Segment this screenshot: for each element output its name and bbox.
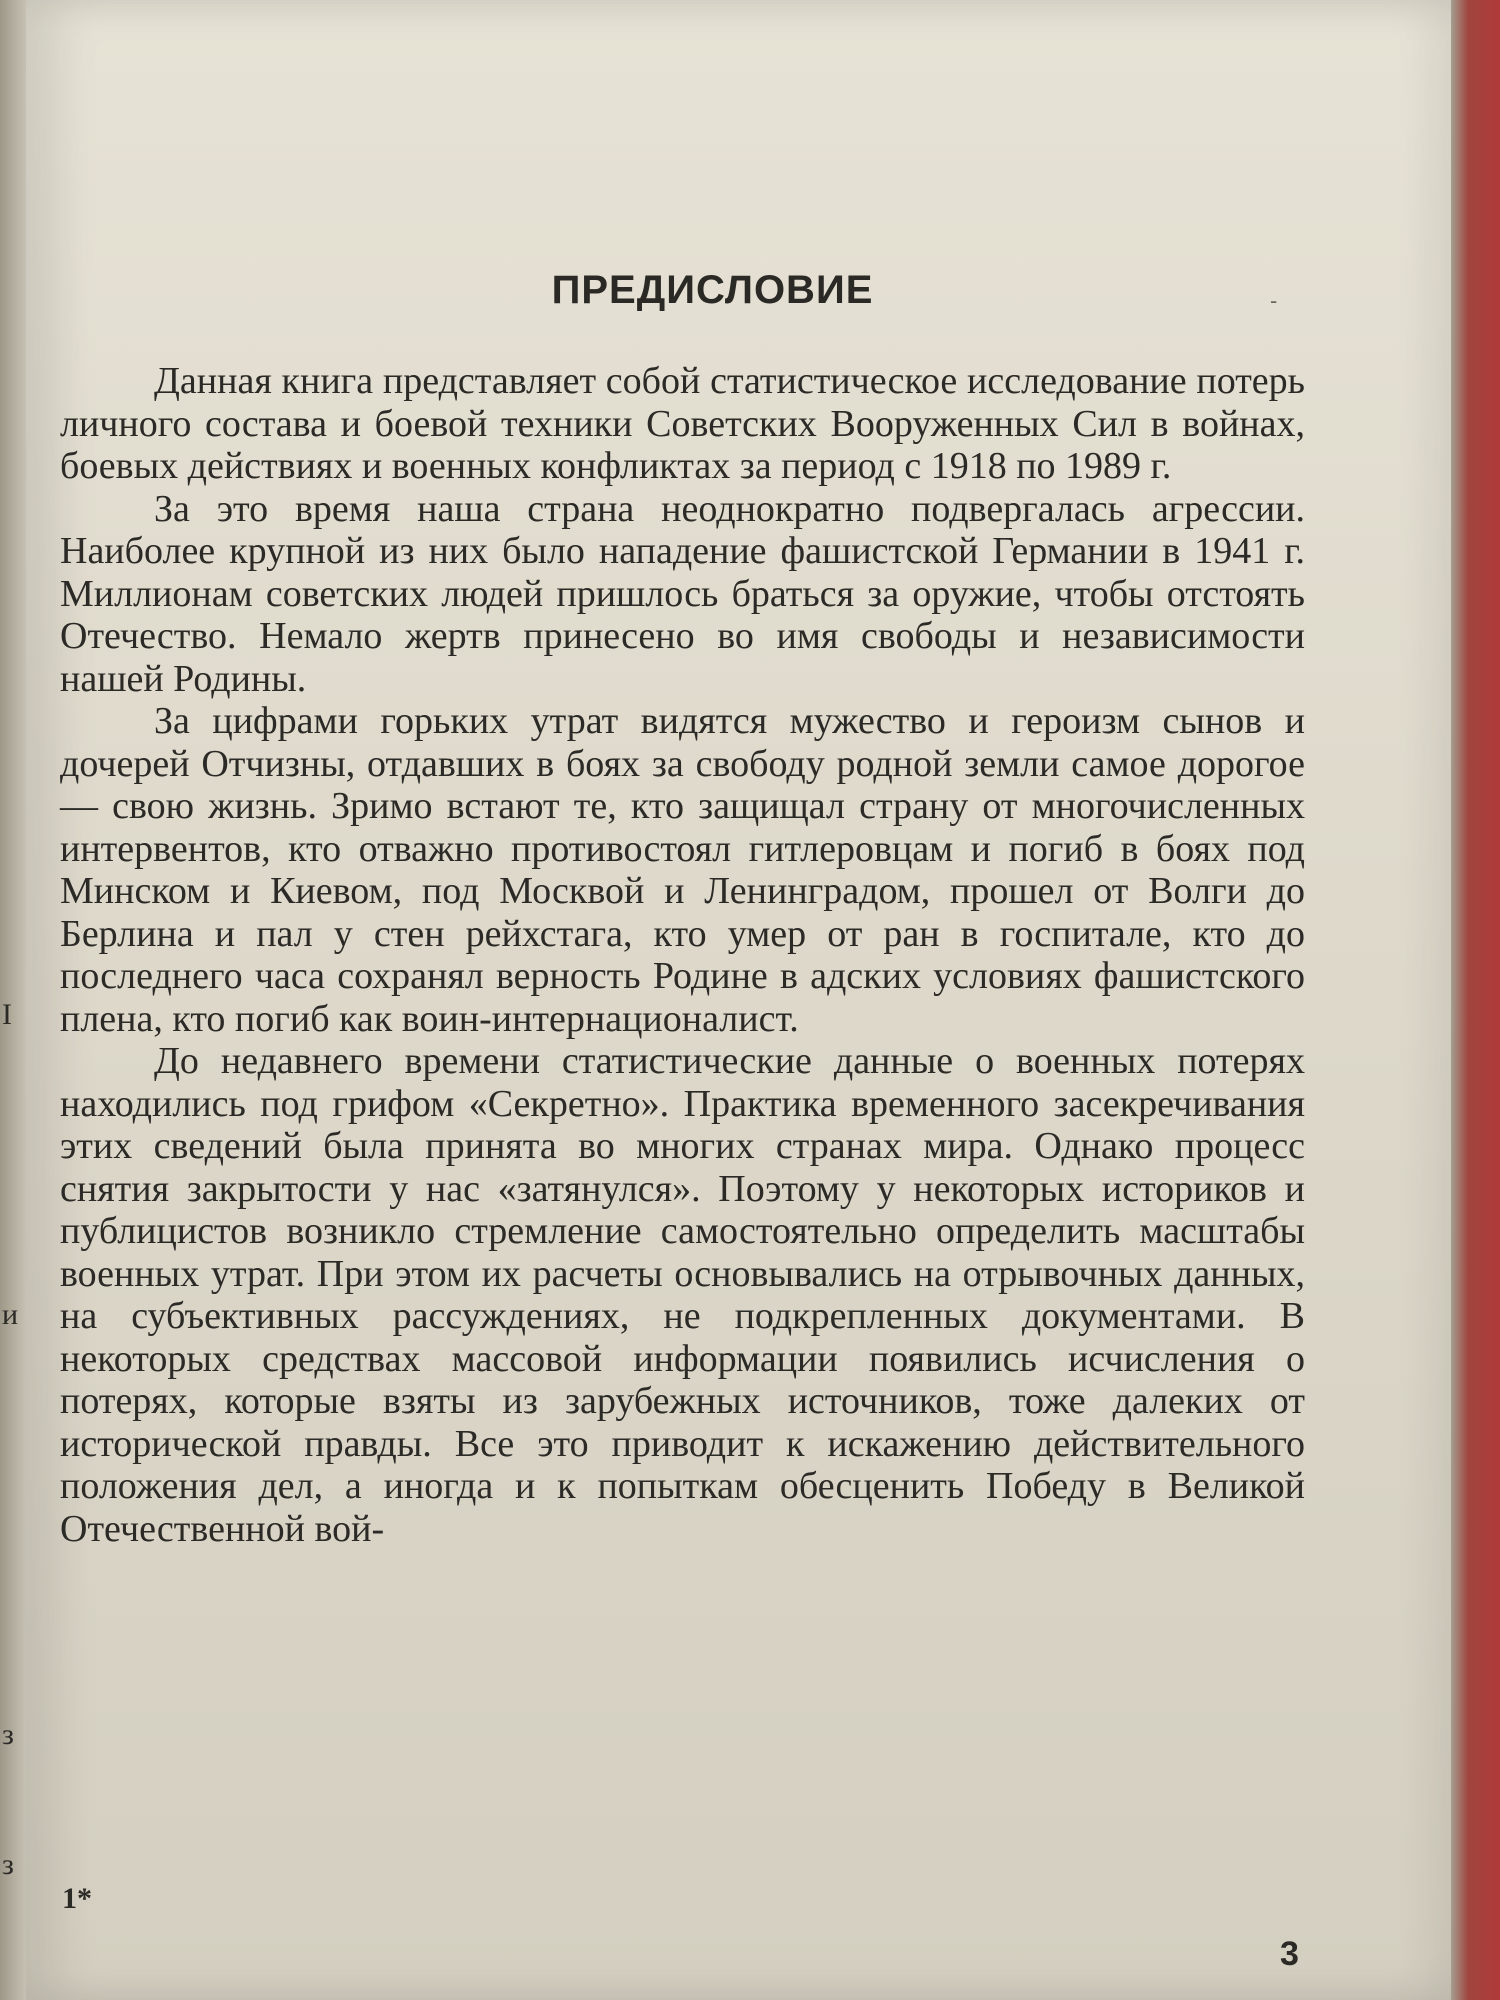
previous-page-fragment: з [2, 1848, 14, 1881]
previous-page-edge [0, 0, 26, 2000]
previous-page-fragment: з [2, 1718, 14, 1751]
paragraph: За цифрами горьких утрат видятся мужество и героизм сынов и дочерей Отчизны, отдавших в боях за свободу родной земли самое дорогое — свою жизнь. Зримо встают те, кто защищал страну от многочисленных интервентов, кто отважно противостоял гитлеровцам и погиб в боях под Минском и Киевом, под Москвой и Ленинградом, прошел от Волги до Берлина и пал у стен рейхстага, кто умер от ран в госпитале, кто до последнего часа сохранял верность Родине в адских условиях фашистского плена, кто погиб как воин-интернационалист. [60, 700, 1305, 1040]
previous-page-fragment: и [2, 1298, 19, 1331]
previous-page-fragment: I [2, 998, 12, 1031]
paragraph: До недавнего времени статистические данные о военных потерях находились под грифом «Секретно». Практика временного засекречивания этих сведений была принята во многих странах мира. Однако процесс снятия закрытости у нас «затянулся». Поэтому у некоторых историков и публицистов возникло стремление самостоятельно определить масштабы военных утрат. При этом их расчеты основывались на отрывочных данных, на субъективных рассуждениях, не подкрепленных документами. В некоторых средствах массовой информации появились исчисления о потерях, которые взяты из зарубежных источников, тоже далеких от исторической правды. Все это приводит к искажению действительного положения дел, а иногда и к попыткам обесценить Победу в Великой Отечественной вой- [60, 1040, 1305, 1550]
body-text [60, 360, 1305, 1550]
paragraph: За это время наша страна неоднократно подвергалась агрессии. Наиболее крупной из них было нападение фашистской Германии в 1941 г. Миллионам советских людей пришлось браться за оружие, чтобы отстоять Отечество. Немало жертв принесено во имя свободы и независимости нашей Родины. [60, 487, 1305, 700]
corner-mark: - [1270, 288, 1278, 313]
page-title: ПРЕДИСЛОВИЕ [551, 268, 874, 312]
page-number: 3 [1280, 1935, 1299, 1973]
signature-mark: 1* [62, 1882, 92, 1915]
book-cover-edge [1451, 0, 1500, 2000]
paragraph: Данная книга представляет собой статистическое исследование потерь личного состава и боевой техники Советских Вооруженных Сил в войнах, боевых действиях и военных конфликтах за период с 1918 по 1989 г. [60, 360, 1305, 487]
